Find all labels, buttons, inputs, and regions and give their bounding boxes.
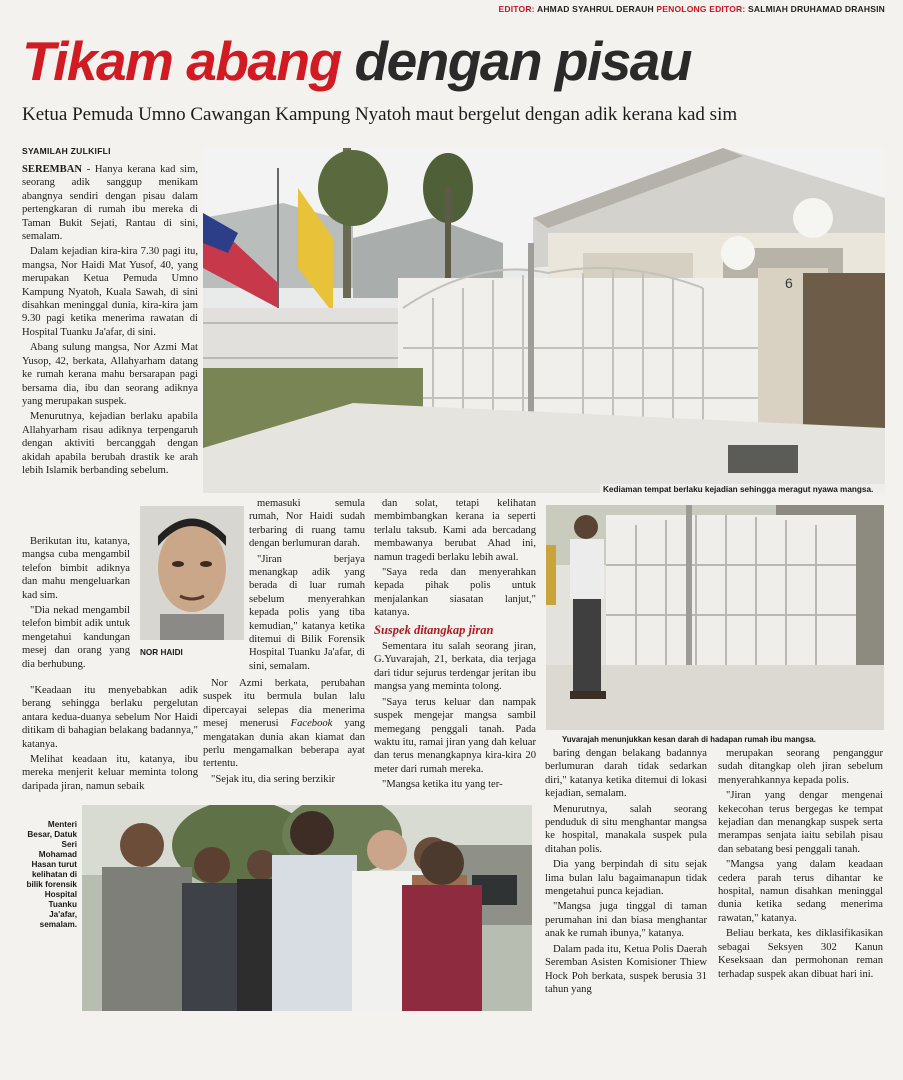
- paragraph: Menurutnya, salah seorang penduduk di situ menghantar mangsa ke hospital, manakala suspek pula ditahan polis.: [545, 803, 707, 855]
- paragraph: Beliau berkata, kes diklasifikasikan sebagai Seksyen 302 Kanun Keseksaan dan permohonan reman terhadap suspek akan dibuat hari ini.: [718, 928, 883, 980]
- paragraph: "Sejak itu, dia sering berzikir: [211, 773, 336, 785]
- paragraph: dan solat, tetapi kelihatan membimbangkan kerana ia seperti terlalu taksub. Kami ada bercadang membawanya berubat Ahad ini, namun tragedi berlaku lebih awal.: [374, 498, 536, 563]
- paragraph: [22, 163, 198, 243]
- paragraph: "Keadaan itu menyebabkan adik berang sehingga berlaku pergelutan antara kedua-duanya sebelum Nor Haidi ditikam di bahagian belakang badannya," katanya.: [22, 685, 198, 750]
- paragraph: Dia yang berpindah di situ sejak lima bulan lalu bagaimanapun tidak mengetahui punca kejadian.: [545, 859, 707, 898]
- paragraph: Berikutan itu, katanya, mangsa cuba mengambil telefon bimbit adiknya dan mahu mengeluarkan kad sim.: [22, 536, 130, 601]
- assistant-editor-name: SALMIAH DRUHAMAD DRAHSIN: [747, 4, 885, 14]
- paragraph: "Mangsa yang dalam keadaan cedera parah terus dihantar ke hospital, namun disahkan meninggal dunia ketika sedang menerima rawatan," katanya.: [718, 859, 883, 924]
- paragraph: "Mangsa juga tinggal di taman perumahan ini dan biasa menghantar anak ke rumah ibunya," katanya.: [545, 901, 707, 940]
- house-photo: [203, 148, 885, 493]
- byline: SYAMILAH ZULKIFLI: [22, 146, 111, 156]
- paragraph-text: - Hanya kerana kad sim, seorang adik sanggup menikam abangnya sendiri dengan pisau dalam pertengkaran di rumah ibu mereka di Taman Bukit Sejati, Rantau di sini, semalam.: [22, 164, 198, 243]
- crowd-illustration: [82, 805, 532, 1011]
- crowd-photo: [82, 805, 532, 1011]
- portrait-illustration: [140, 506, 244, 640]
- paragraph-text: Nor Azmi berkata, perubahan suspek itu bermula bulan lalu dipercayai selepas dia menerima mesej menerusi: [203, 678, 365, 730]
- paragraph: Sementara itu salah seorang jiran, G.Yuvarajah, 21, berkata, dia terjaga dari tidur sejurus terdengar jeritan ibu mangsa yang meminta tolong.: [374, 641, 536, 693]
- headline-red: Tikam abang: [22, 30, 341, 92]
- paragraph: "Dia nekad mengambil telefon bimbit adik untuk mengetahui kandungan mesej dan orang yang dia berhubung.: [22, 605, 130, 670]
- paragraph: Menurutnya, kejadian berlaku apabila Allahyarham risau adiknya terpengaruh dengan aktiviti bercanggah dengan akidah apabila berubah drastik ke arah lebih Islamik berbanding sebelum.: [22, 411, 198, 476]
- portrait-photo: [140, 506, 244, 640]
- house-illustration: [203, 148, 885, 493]
- editor-name: AHMAD SYAHRUL DERAUH: [536, 4, 654, 14]
- paragraph: "Saya terus keluar dan nampak suspek mengejar mangsa sambil memegang penggali tanah. Pada waktu itu, ramai jiran yang dah keluar dan terus menangkapnya kira-kira 20 meter dari rumah mereka.: [374, 696, 536, 775]
- house-photo-caption: Kediaman tempat berlaku kejadian sehingga meragut nyawa mangsa.: [600, 484, 886, 496]
- headline-dark: dengan pisau: [354, 30, 691, 92]
- article-column-1b: [22, 535, 130, 673]
- article-column-3: [374, 497, 536, 794]
- article-column-4: [545, 747, 707, 998]
- gate-illustration: [546, 505, 884, 730]
- paragraph: "Mangsa ketika itu yang ter-: [382, 779, 503, 791]
- article-column-1: [22, 163, 198, 479]
- gate-photo: [546, 505, 884, 730]
- subheadline: Ketua Pemuda Umno Cawangan Kampung Nyatoh maut bergelut dengan adik kerana kad sim: [22, 104, 738, 125]
- house-number: 6: [785, 275, 793, 291]
- facebook-mention: Facebook: [290, 718, 333, 730]
- paragraph: baring dengan belakang badannya berlumuran darah tidak sedarkan diri," katanya ketika ditemui di lokasi kejadian, semalam.: [545, 748, 707, 800]
- paragraph: Dalam kejadian kira-kira 7.30 pagi itu, mangsa, Nor Haidi Mat Yusof, 40, yang merupakan Ketua Pemuda Umno Kampung Nyatoh, Kuala Sawah, di sini disahkan meninggal dunia, kira-kira jam 9.30 pagi ketika menerima rawatan di Hospital Tuanku Ja'afar, di sini.: [22, 246, 198, 338]
- article-column-5: [718, 747, 883, 983]
- paragraph: memasuki semula rumah, Nor Haidi sudah terbaring di ruang tamu dengan berlumuran darah.: [249, 498, 365, 550]
- article-column-2b: [203, 677, 365, 788]
- crowd-photo-caption: Menteri Besar, Datuk Seri Mohamad Hasan turut kelihatan di bilik forensik Hospital Tuanku Ja'afar, semalam.: [26, 820, 77, 929]
- paragraph: merupakan seorang penganggur sudah ditangkap oleh jiran sebelum menyerahkannya kepada polis.: [718, 748, 883, 786]
- paragraph: "Jiran yang dengar mengenai kekecohan terus bergegas ke tempat kejadian dan menangkap suspek serta merampas senjata iaitu sebilah pisau dan sebatang besi penggali tanah.: [718, 790, 883, 855]
- paragraph: Dalam pada itu, Ketua Polis Daerah Seremban Asisten Komisioner Thiew Hock Poh berkata, suspek berusia 31 tahun yang: [545, 943, 707, 995]
- article-column-1c: [22, 684, 198, 795]
- paragraph: Melihat keadaan itu, katanya, ibu mereka menjerit keluar meminta tolong daripada jiran, namun sebaik: [22, 754, 198, 792]
- editor-bar: [0, 0, 903, 18]
- paragraph: "Jiran berjaya menangkap adik yang berada di luar rumah sebelum menyerahkan kepada polis yang tiba kemudian," katanya ketika ditemui di Bilik Forensik Hospital Tuanku Ja'afar, di sini, semalam.: [249, 553, 365, 672]
- gate-photo-caption: Yuvarajah menunjukkan kesan darah di hadapan rumah ibu mangsa.: [562, 735, 816, 744]
- portrait-caption: NOR HAIDI: [140, 648, 183, 657]
- headline: [22, 24, 691, 98]
- article-column-2: [249, 497, 365, 675]
- section-subhead: Suspek ditangkap jiran: [374, 622, 494, 637]
- paragraph-text: yang mengatakan dunia akan kiamat dan perlu mengamalkan beberapa ayat tertentu.: [203, 718, 365, 770]
- paragraph: "Saya reda dan menyerahkan kepada pihak polis untuk menjalankan siasatan lanjut," katanya.: [374, 567, 536, 619]
- paragraph: [203, 677, 365, 771]
- editor-label: EDITOR:: [498, 4, 535, 14]
- dateline: SEREMBAN: [22, 164, 83, 175]
- assistant-editor-label: PENOLONG EDITOR:: [656, 4, 746, 14]
- paragraph: Abang sulung mangsa, Nor Azmi Mat Yusop, 42, berkata, Allahyarham datang ke rumah kerana mahu bersarapan pagi bersama dia, ibu dan seorang adiknya yang merupakan suspek.: [22, 342, 198, 407]
